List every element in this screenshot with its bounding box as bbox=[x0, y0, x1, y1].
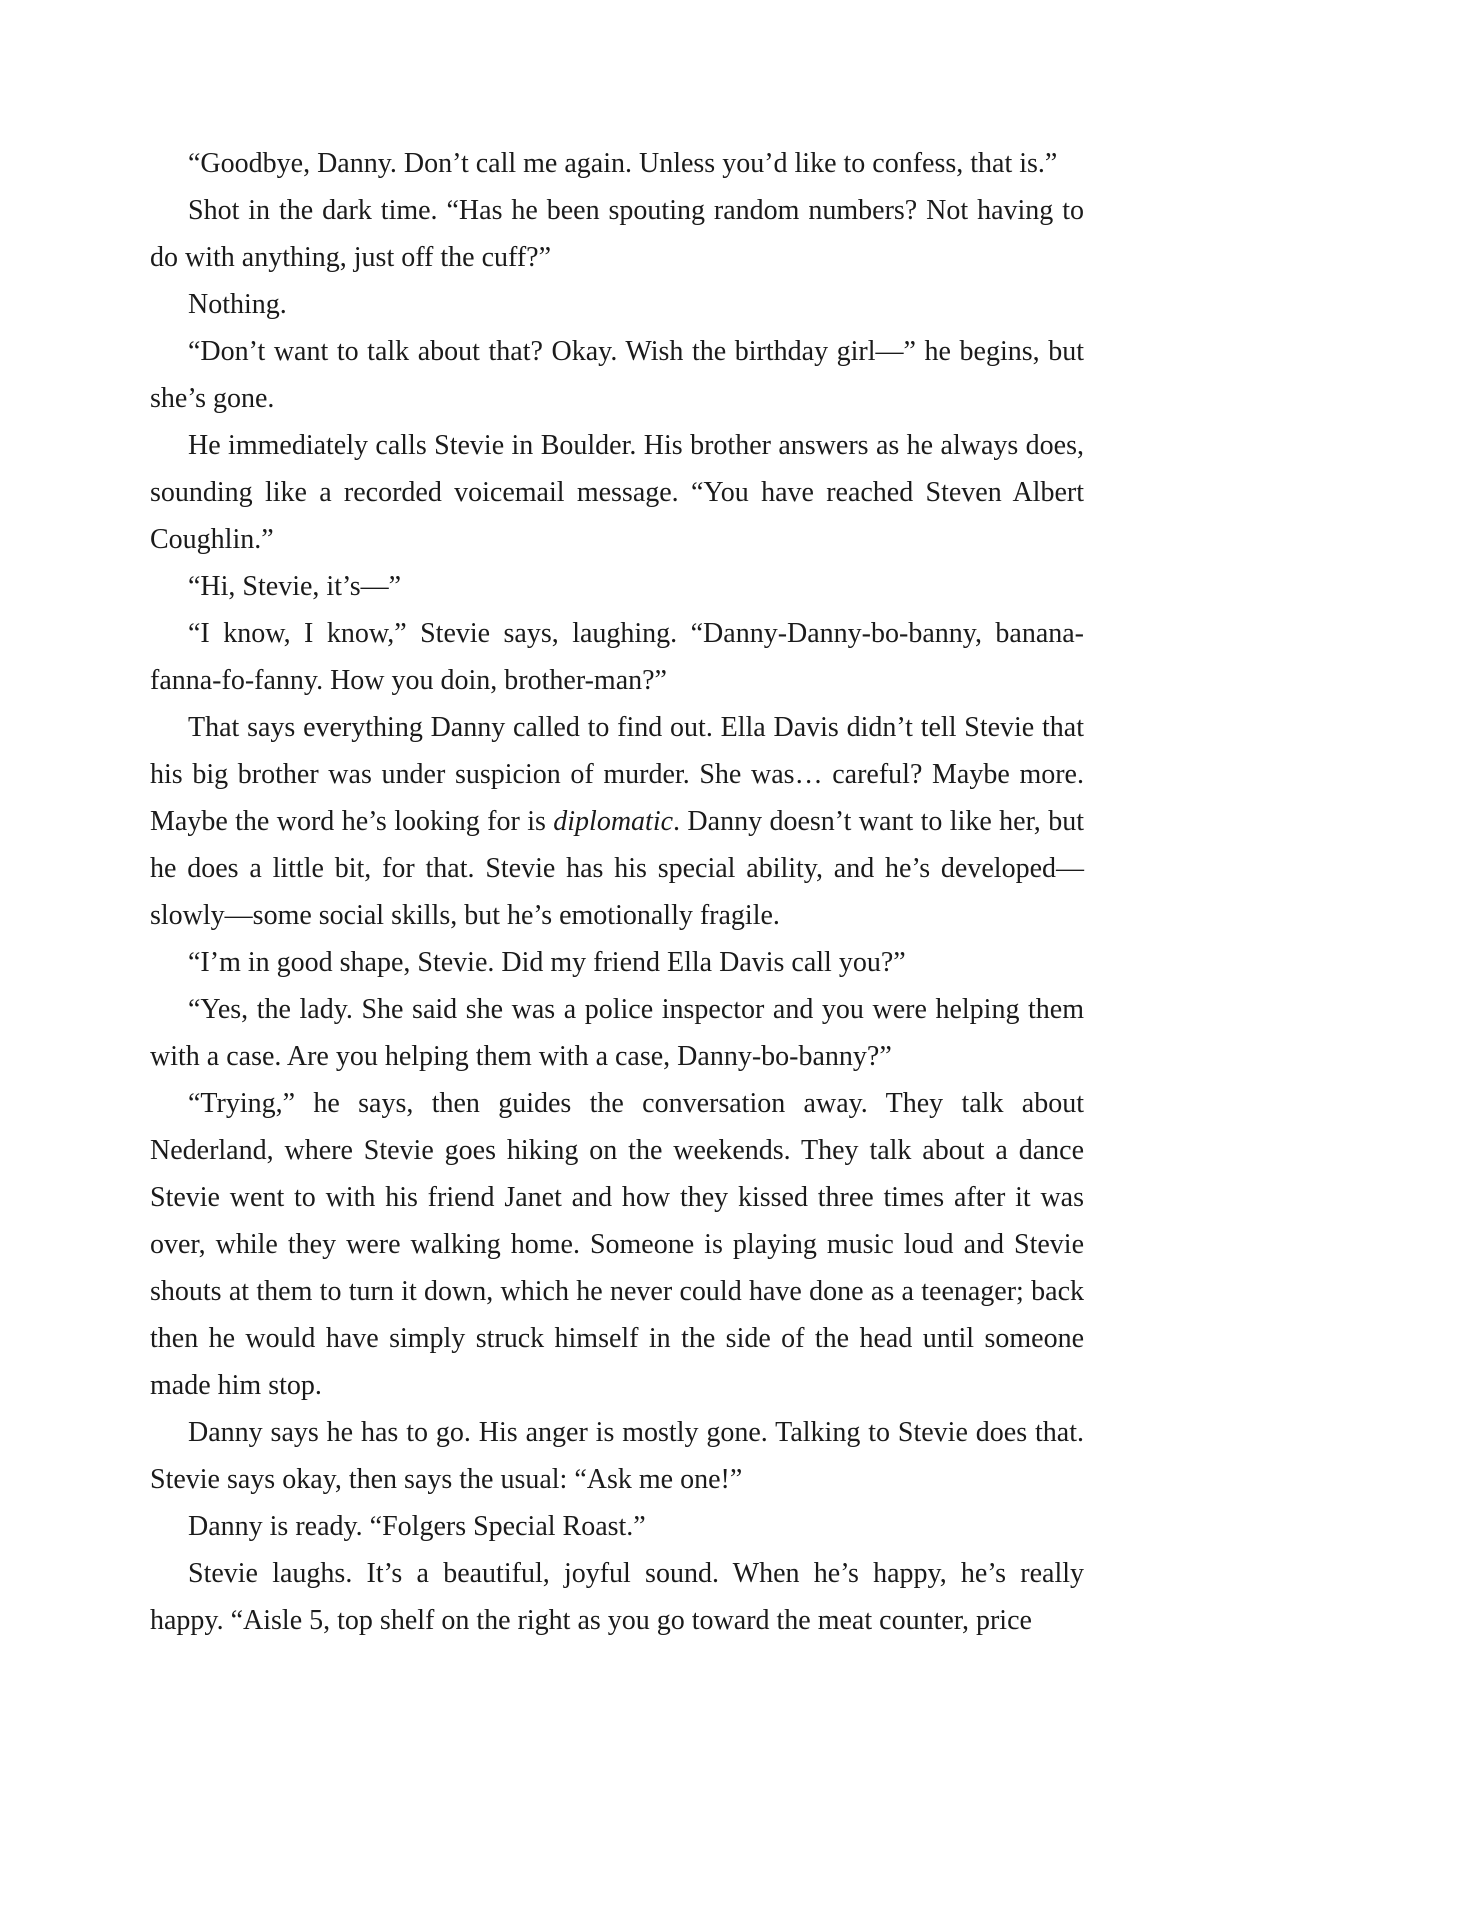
paragraph-8-pre: That says everything Danny called to find out. Ella Davis didn’t tell Stevie that his big brother was under suspicion of murder. She was… careful? Maybe more. Maybe the word he’s looking for is bbox=[150, 712, 1084, 837]
paragraph-12: Danny says he has to go. His anger is mostly gone. Talking to Stevie does that. Stevie says okay, then says the usual: “Ask me one!” bbox=[150, 1417, 1084, 1495]
paragraph-10: “Yes, the lady. She said she was a police inspector and you were helping them with a case. Are you helping them with a case, Danny-bo-banny?” bbox=[150, 994, 1084, 1072]
paragraph-1: “Goodbye, Danny. Don’t call me again. Unless you’d like to confess, that is.” bbox=[188, 148, 1058, 179]
paragraph-7: “I know, I know,” Stevie says, laughing. “Danny-Danny-bo-banny, banana-fanna-fo-fanny. How you doin, brother-man?” bbox=[150, 618, 1084, 696]
paragraph-13: Danny is ready. “Folgers Special Roast.” bbox=[188, 1511, 646, 1542]
paragraph-9: “I’m in good shape, Stevie. Did my friend Ella Davis call you?” bbox=[188, 947, 906, 978]
paragraph-8-post: . Danny doesn’t want to like her, but he does a little bit, for that. Stevie has his special ability, and he’s developed—slowly—some social skills, but he’s emotionally fragile. bbox=[150, 806, 1084, 931]
paragraph-3: Nothing. bbox=[188, 289, 287, 320]
paragraph-4: “Don’t want to talk about that? Okay. Wish the birthday girl—” he begins, but she’s gone. bbox=[150, 336, 1084, 414]
paragraph-2: Shot in the dark time. “Has he been spouting random numbers? Not having to do with anything, just off the cuff?” bbox=[150, 195, 1084, 273]
paragraph-11: “Trying,” he says, then guides the conversation away. They talk about Nederland, where Stevie goes hiking on the weekends. They talk about a dance Stevie went to with his friend Janet and how they kissed three times after it was over, while they were walking home. Someone is playing music loud and Stevie shouts at them to turn it down, which he never could have done as a teenager; back then he would have simply struck himself in the side of the head until someone made him stop. bbox=[150, 1088, 1084, 1401]
paragraph-8 bbox=[150, 704, 1084, 939]
paragraph-5: He immediately calls Stevie in Boulder. His brother answers as he always does, sounding like a recorded voicemail message. “You have reached Steven Albert Coughlin.” bbox=[150, 430, 1084, 555]
paragraph-14: Stevie laughs. It’s a beautiful, joyful sound. When he’s happy, he’s really happy. “Aisle 5, top shelf on the right as you go toward the meat counter, price bbox=[150, 1558, 1084, 1636]
page-text-block bbox=[150, 140, 1084, 1644]
paragraph-8-italic-word: diplomatic bbox=[553, 806, 674, 837]
paragraph-6: “Hi, Stevie, it’s—” bbox=[188, 571, 402, 602]
